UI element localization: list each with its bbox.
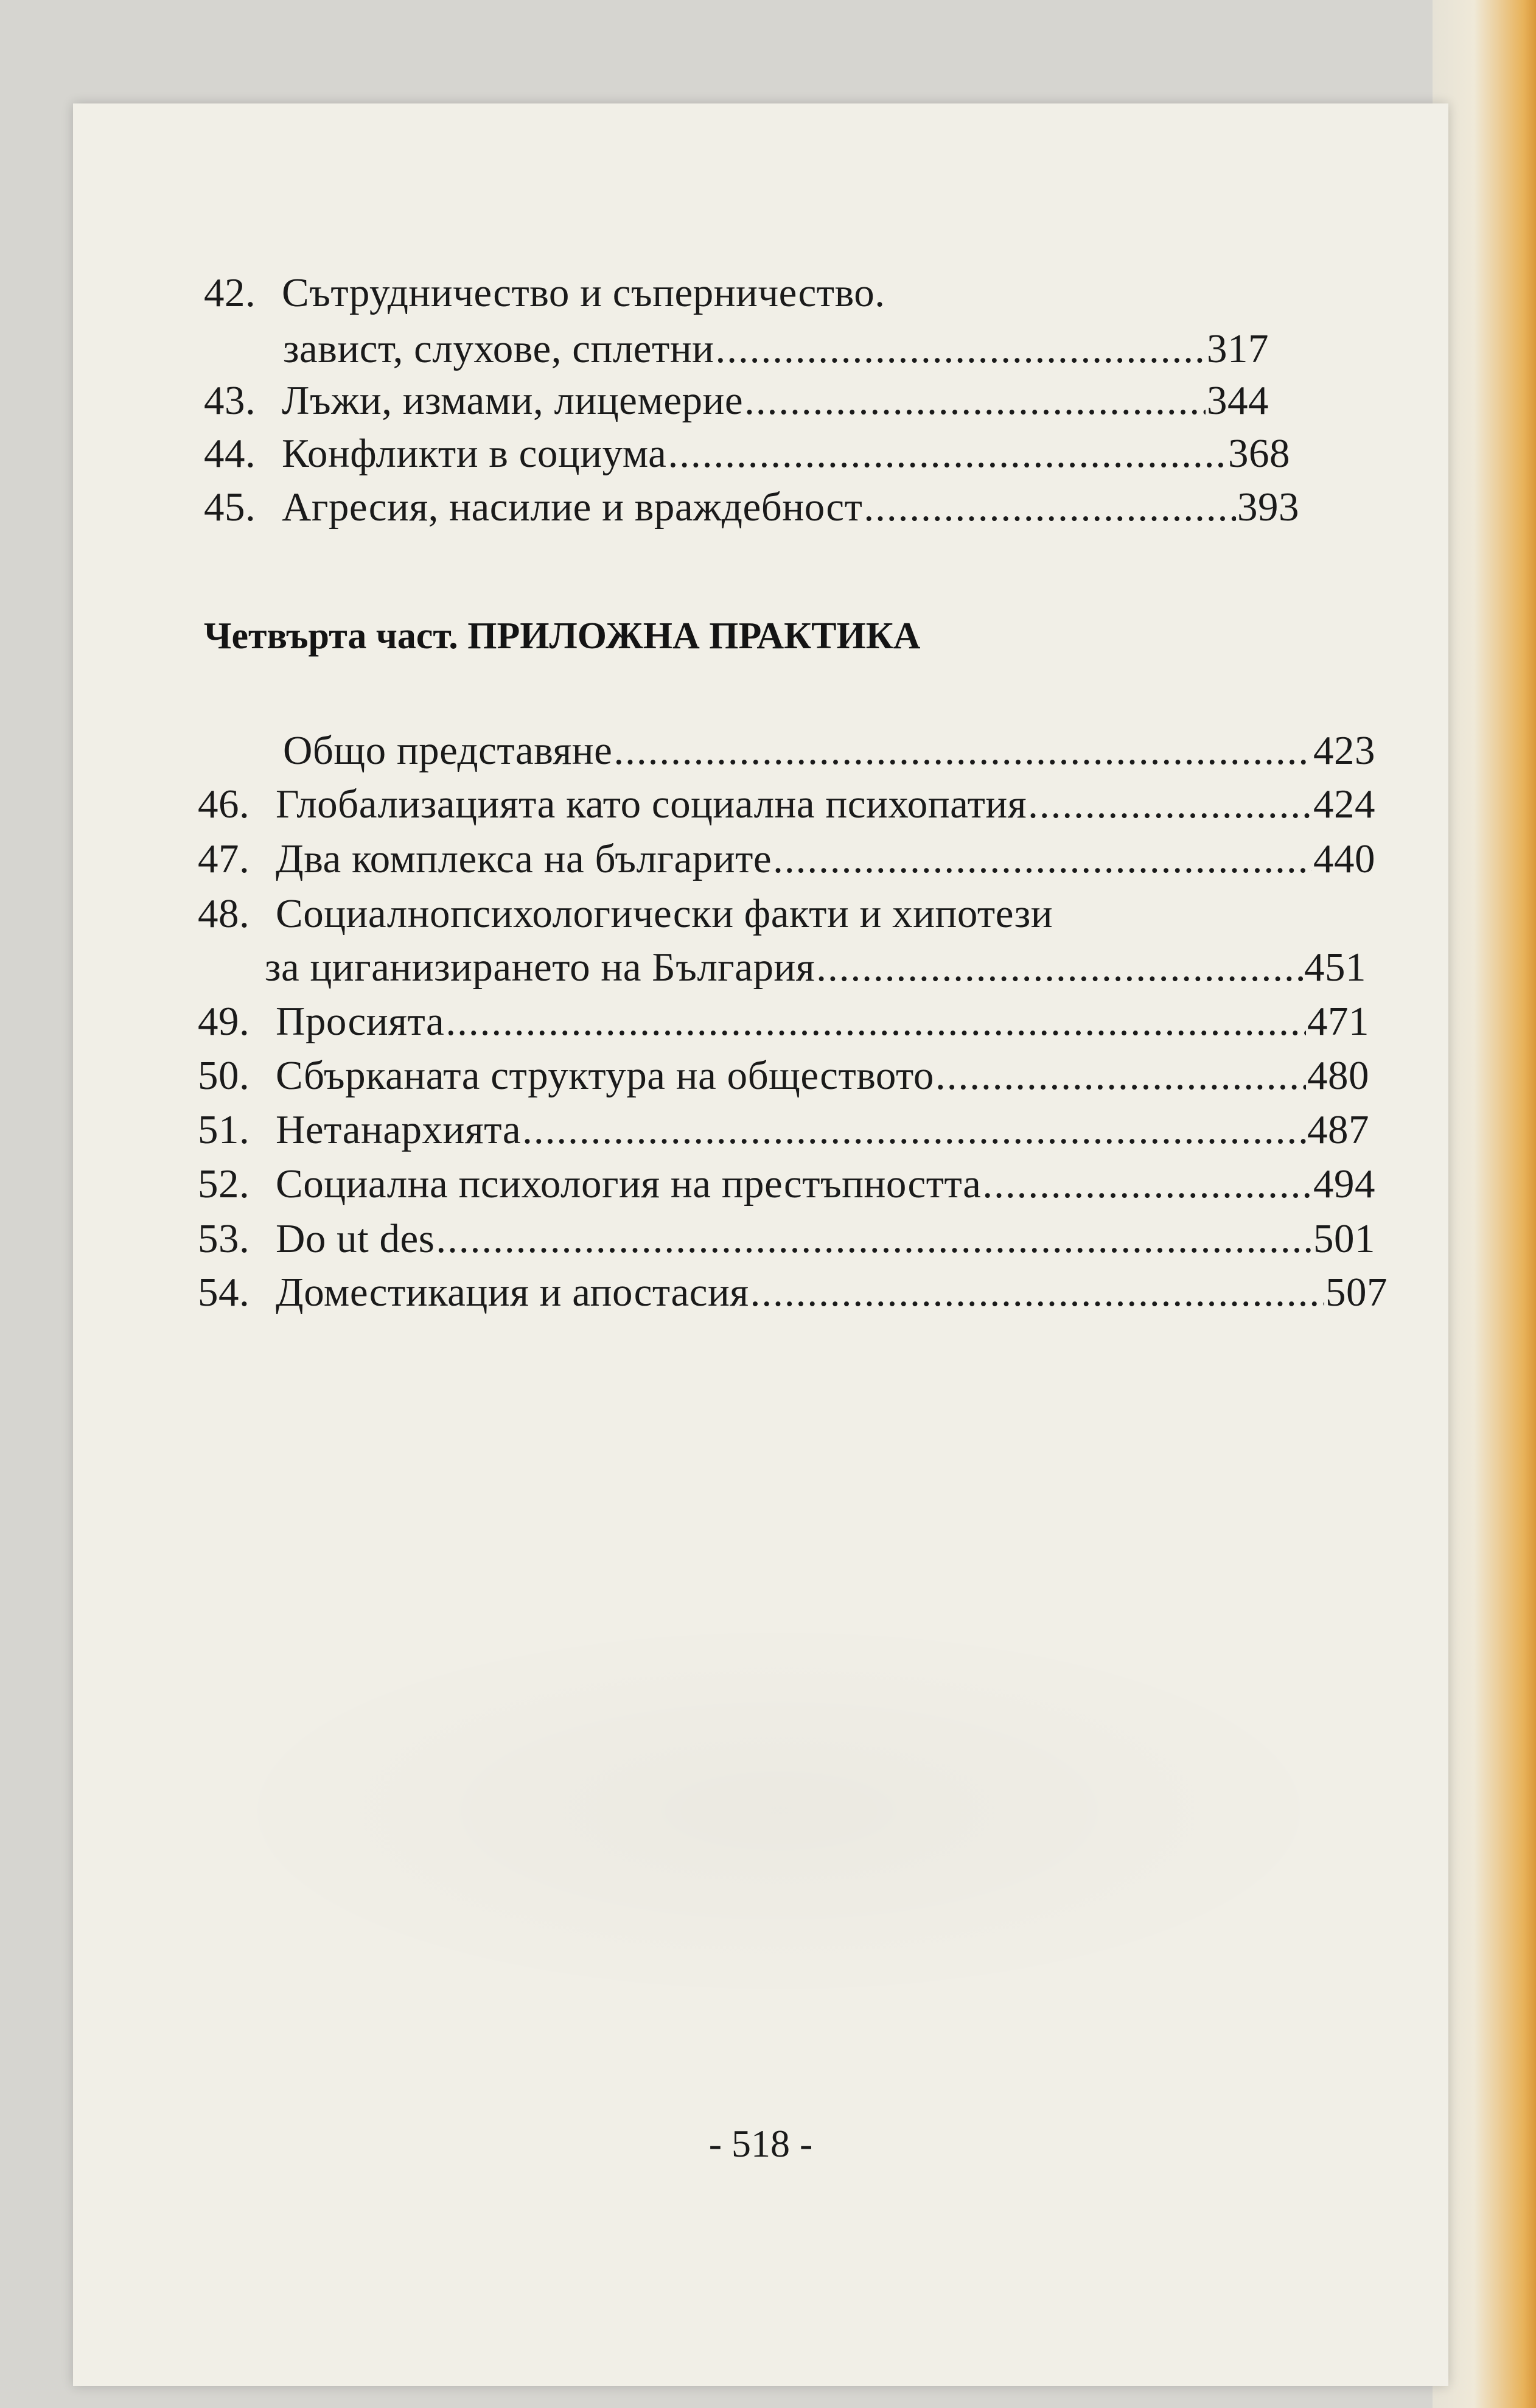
entry-title: Общо представяне — [283, 728, 613, 773]
toc-entry-45 — [204, 487, 1299, 528]
entry-page: 423 — [1313, 728, 1375, 773]
entry-title: Просията — [276, 999, 445, 1044]
toc-entry-52 — [198, 1161, 1375, 1206]
entry-number: 48. — [198, 891, 250, 936]
entry-number: 50. — [198, 1053, 250, 1098]
entry-title: Сътрудничество и съперничество. — [282, 270, 885, 315]
entry-number: 44. — [204, 431, 256, 476]
page-number: - 518 - — [708, 2122, 813, 2165]
toc-entry-49 — [198, 1001, 1369, 1042]
toc-entry-44 — [204, 433, 1290, 474]
toc-entry-intro — [283, 730, 1375, 771]
toc-entry-47 — [198, 836, 1375, 881]
dot-leader — [744, 380, 1206, 421]
entry-number: 51. — [198, 1107, 250, 1152]
entry-number: 53. — [198, 1216, 250, 1261]
entry-number: 43. — [204, 378, 256, 423]
entry-number: 49. — [198, 999, 250, 1044]
dot-leader — [864, 487, 1236, 528]
dot-leader — [773, 839, 1312, 880]
entry-title: Агресия, насилие и враждебност — [282, 485, 863, 530]
entry-title: Do ut des — [276, 1216, 435, 1261]
dot-leader — [935, 1055, 1306, 1096]
entry-page: 393 — [1237, 485, 1299, 530]
entry-page: 440 — [1313, 836, 1375, 881]
dot-leader — [613, 730, 1312, 771]
toc-entry-42 — [204, 270, 1372, 315]
entry-page: 451 — [1304, 945, 1366, 990]
toc-entry-50 — [198, 1055, 1369, 1096]
entry-page: 424 — [1313, 782, 1375, 827]
entry-title: Нетанархията — [276, 1107, 522, 1152]
entry-page: 480 — [1307, 1053, 1369, 1098]
entry-page: 494 — [1313, 1161, 1375, 1206]
toc-entry-48 — [198, 891, 1375, 936]
entry-page: 368 — [1228, 431, 1290, 476]
entry-page: 344 — [1207, 378, 1269, 423]
toc-entry-51 — [198, 1107, 1369, 1152]
table-of-contents — [73, 103, 1448, 2386]
entry-page: 317 — [1207, 326, 1269, 371]
entry-number: 42. — [204, 270, 256, 315]
entry-title: Конфликти в социума — [282, 431, 667, 476]
entry-title-cont: завист, слухове, сплетни — [283, 326, 714, 371]
entry-title: Социалнопсихологически факти и хипотези — [276, 891, 1053, 936]
entry-number: 47. — [198, 836, 250, 881]
dot-leader — [522, 1110, 1306, 1150]
part-heading: Четвърта част. ПРИЛОЖНА ПРАКТИКА — [204, 615, 921, 657]
entry-title: Глобализацията като социална психопатия — [276, 782, 1027, 827]
dot-leader — [1028, 784, 1312, 825]
entry-title: Два комплекса на българите — [276, 836, 772, 881]
entry-page: 471 — [1307, 999, 1369, 1044]
entry-title: Социална психология на престъпността — [276, 1161, 982, 1206]
dot-leader — [436, 1219, 1312, 1259]
toc-entry-46 — [198, 784, 1375, 825]
dot-leader — [750, 1272, 1324, 1313]
toc-entry-54 — [198, 1272, 1388, 1313]
toc-entry-42-cont — [283, 326, 1269, 371]
entry-title: Лъжи, измами, лицемерие — [282, 378, 744, 423]
toc-entry-53 — [198, 1216, 1375, 1261]
dot-leader — [445, 1001, 1306, 1042]
entry-title: Доместикация и апостасия — [276, 1270, 749, 1315]
dot-leader — [816, 947, 1303, 988]
entry-number: 52. — [198, 1161, 250, 1206]
entry-title: Сбърканата структура на обществото — [276, 1053, 934, 1098]
entry-page: 501 — [1313, 1216, 1375, 1261]
entry-page: 507 — [1325, 1270, 1388, 1315]
entry-number: 46. — [198, 782, 250, 827]
dot-leader — [982, 1164, 1312, 1205]
entry-number: 54. — [198, 1270, 250, 1315]
entry-title-cont: за циганизирането на България — [265, 945, 815, 990]
book-page — [73, 103, 1448, 2386]
entry-number: 45. — [204, 485, 256, 530]
toc-entry-43 — [204, 380, 1269, 421]
entry-page: 487 — [1307, 1107, 1369, 1152]
toc-entry-48-cont — [265, 947, 1366, 988]
dot-leader — [668, 433, 1227, 474]
dot-leader — [716, 329, 1206, 369]
